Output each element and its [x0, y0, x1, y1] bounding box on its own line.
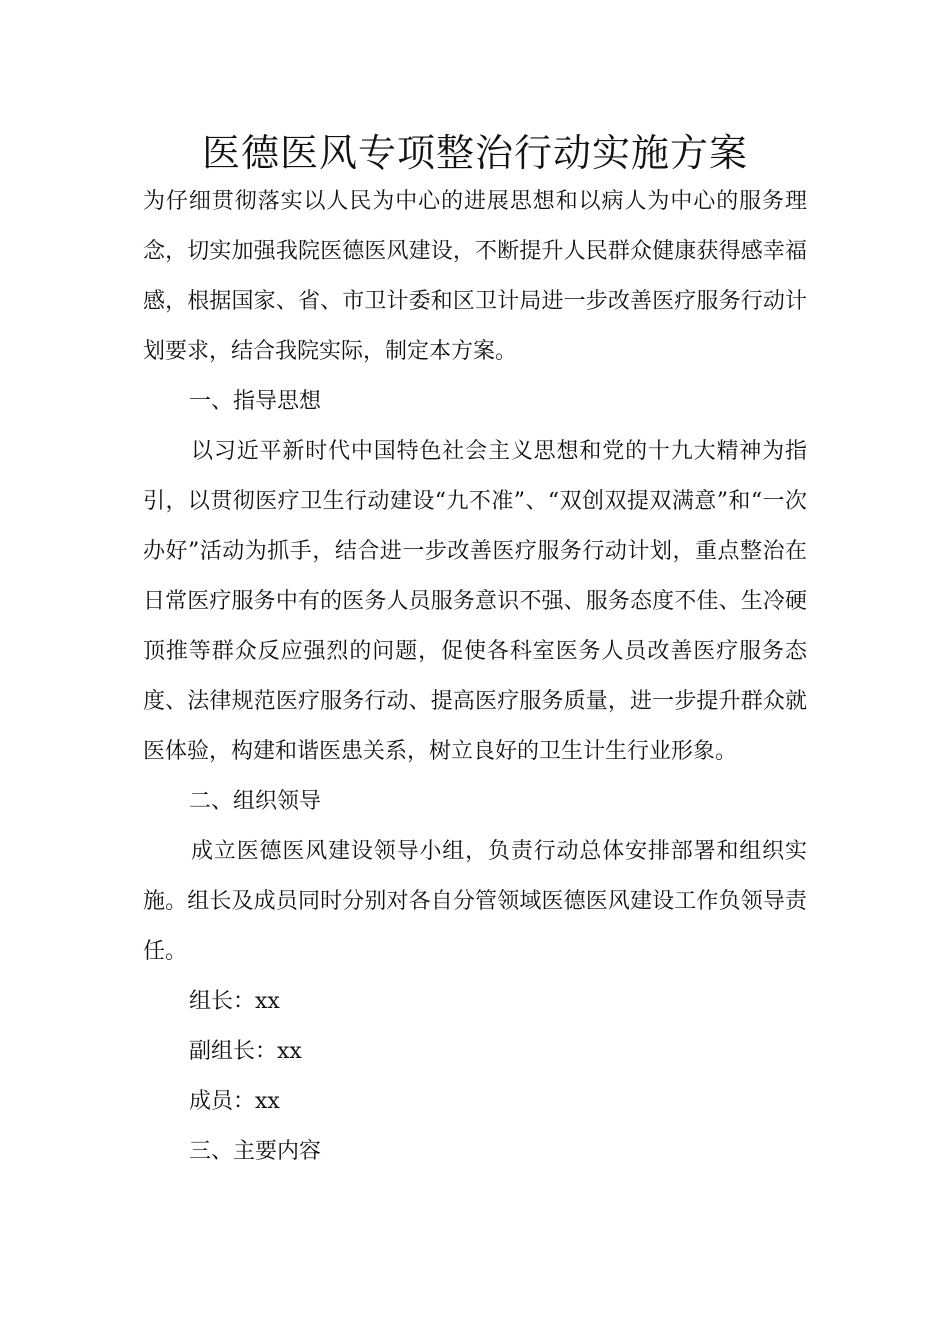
section-heading-organization: 二、组织领导 [189, 789, 322, 814]
member-leader: 组长：xx [189, 989, 280, 1014]
member-members: 成员：xx [189, 1089, 280, 1114]
document-body [143, 177, 807, 1177]
guiding-ideology-paragraph: 以习近平新时代中国特色社会主义思想和党的十九大精神为指引，以贯彻医疗卫生行动建设“九不准”、“双创双提双满意”和“一次办好”活动为抓手，结合进一步改善医疗服务行动计划，重点整治在日常医疗服务中有的医务人员服务意识不强、服务态度不佳、生冷硬顶推等群众反应强烈的问题，促使各科室医务人员改善医疗服务态度、法律规范医疗服务行动、提高医疗服务质量，进一步提升群众就医体验，构建和谐医患关系，树立良好的卫生计生行业形象。 [143, 439, 807, 764]
intro-paragraph: 为仔细贯彻落实以人民为中心的进展思想和以病人为中心的服务理念，切实加强我院医德医风建设，不断提升人民群众健康获得感幸福感，根据国家、省、市卫计委和区卫计局进一步改善医疗服务行动计划要求，结合我院实际，制定本方案。 [143, 189, 807, 364]
section-heading-main-content: 三、主要内容 [189, 1139, 322, 1164]
document-title: 医德医风专项整治行动实施方案 [201, 131, 748, 175]
member-deputy-leader: 副组长：xx [189, 1039, 302, 1064]
section-heading-guiding-ideology: 一、指导思想 [189, 389, 322, 414]
organization-paragraph: 成立医德医风建设领导小组，负责行动总体安排部署和组织实施。组长及成员同时分别对各自分管领域医德医风建设工作负领导责任。 [143, 839, 807, 964]
